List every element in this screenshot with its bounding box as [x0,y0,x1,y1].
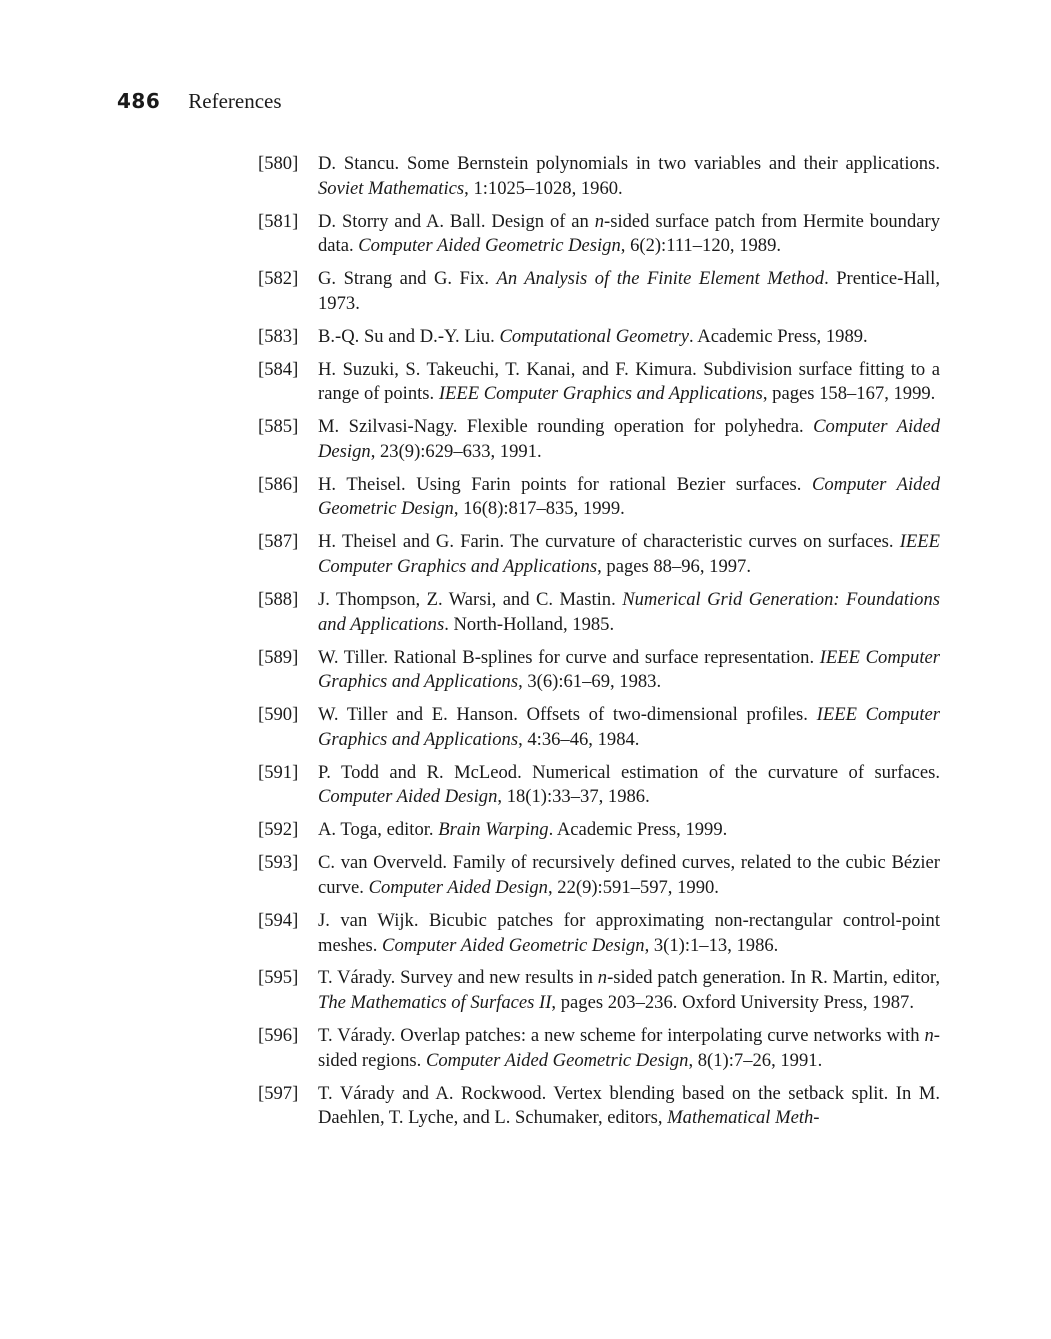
reference-italic-segment: Computer Aided Design [368,876,548,898]
reference-key: [595] [258,967,299,989]
reference-segment: J. van Wijk. Bicubic patches for approximating non-rectangular control-point meshes. [318,909,940,956]
reference-entry [258,358,940,407]
reference-text [318,152,940,201]
reference-entry [258,646,940,695]
reference-italic-segment: An Analysis of the Finite Element Method [496,268,825,290]
reference-text [318,415,940,464]
page-header [117,89,282,114]
reference-entry [258,210,940,259]
reference-segment: H. Theisel and G. Farin. The curvature of characteristic curves on surfaces. [318,531,900,553]
reference-italic-segment: Computer Aided Geometric Design [318,473,940,520]
reference-entry [258,818,940,843]
reference-segment: , 8(1):7–26, 1991. [688,1049,823,1071]
reference-key: [586] [258,473,299,495]
reference-italic-segment: Computer Aided Geometric Design [358,235,621,257]
reference-italic-segment: Computational Geometry [499,325,690,347]
reference-segment: T. Várady. Survey and new results in [318,967,598,989]
reference-text [318,210,940,259]
reference-segment: , 3(6):61–69, 1983. [518,671,662,693]
reference-segment: A. Toga, editor. [318,819,439,841]
reference-italic-segment: IEEE Computer Graphics and Applications [318,704,940,750]
reference-key: [589] [258,646,299,668]
reference-segment: , 1:1025–1028, 1960. [464,177,623,199]
reference-italic-segment: The Mathematics of Surfaces II [318,992,552,1014]
reference-key: [596] [258,1025,299,1047]
page-number: 486 [117,89,161,113]
reference-text [318,588,940,637]
reference-entry [258,909,940,958]
reference-entry [258,152,940,201]
reference-list [258,152,940,1139]
reference-segment: P. Todd and R. McLeod. Numerical estimation of the curvature of surfaces. [318,761,940,783]
reference-key: [591] [258,761,299,783]
reference-italic-segment: Computer Aided Geometric Design [425,1049,689,1071]
reference-italic-segment: Numerical Grid Generation: Foundations and Applications [318,589,941,635]
reference-segment: J. Thompson, Z. Warsi, and C. Mastin. [318,589,623,611]
reference-segment: , 3(1):1–13, 1986. [644,934,779,956]
reference-segment: W. Tiller and E. Hanson. Offsets of two-dimensional profiles. [318,704,817,726]
reference-entry [258,325,940,350]
reference-segment: , pages 88–96, 1997. [597,556,751,578]
reference-segment: , 18(1):33–37, 1986. [497,786,650,808]
reference-key: [587] [258,531,299,553]
reference-segment: , 23(9):629–633, 1991. [370,440,542,462]
reference-segment: H. Theisel. Using Farin points for rational Bezier surfaces. [318,473,812,495]
reference-entry [258,851,940,900]
reference-italic-segment: IEEE Computer Graphics and Applications [318,531,940,578]
reference-key: [583] [258,325,299,347]
reference-italic-segment: n [924,1025,934,1047]
reference-italic-segment: Mathematical Meth- [667,1107,820,1129]
reference-italic-segment: Brain Warping [438,819,549,841]
reference-text [318,530,940,579]
reference-text [318,703,940,752]
reference-text [318,966,940,1015]
reference-segment: D. Storry and A. Ball. Design of an [318,210,595,232]
reference-segment: , 4:36–46, 1984. [518,728,640,750]
reference-segment: -sided surface patch from Hermite boundary data. [318,210,940,257]
running-title: References [188,89,282,113]
reference-segment: . Academic Press, 1999. [548,819,728,841]
reference-italic-segment: IEEE Computer Graphics and Applications [438,383,763,405]
reference-entry [258,473,940,522]
reference-text [318,818,940,843]
reference-key: [590] [258,704,299,726]
reference-key: [593] [258,852,299,874]
reference-key: [584] [258,358,299,380]
reference-text [318,325,940,350]
reference-text [318,1082,940,1131]
reference-entry [258,1024,940,1073]
reference-entry [258,530,940,579]
reference-text [318,851,940,900]
reference-segment: M. Szilvasi-Nagy. Flexible rounding operation for polyhedra. [318,416,814,438]
reference-italic-segment: Computer Aided Geometric Design [382,934,645,956]
reference-segment: T. Várady. Overlap patches: a new scheme for interpolating curve networks with [318,1025,925,1047]
reference-segment: -sided patch generation. In R. Martin, editor, [607,967,940,989]
reference-entry [258,415,940,464]
reference-segment: C. van Overveld. Family of recursively defined curves, related to the cubic Bézier curve. [318,852,940,898]
reference-entry [258,267,940,316]
reference-segment: , 6(2):111–120, 1989. [620,235,782,257]
reference-text [318,267,940,316]
reference-segment: . Academic Press, 1989. [689,325,868,347]
reference-segment: B.-Q. Su and D.-Y. Liu. [318,325,500,347]
reference-segment: , 22(9):591–597, 1990. [547,876,719,898]
reference-segment: , pages 158–167, 1999. [762,383,936,405]
reference-italic-segment: Soviet Mathematics [318,177,465,199]
reference-entry [258,588,940,637]
reference-text [318,909,940,958]
reference-segment: -sided regions. [318,1025,940,1071]
reference-key: [585] [258,416,299,438]
reference-entry [258,966,940,1015]
reference-key: [594] [258,909,299,931]
reference-text [318,761,940,810]
reference-entry [258,761,940,810]
reference-italic-segment: IEEE Computer Graphics and Applications [318,646,940,693]
reference-text [318,1024,940,1073]
reference-key: [592] [258,819,299,841]
reference-text [318,473,940,522]
reference-entry [258,1082,940,1131]
reference-segment: T. Várady and A. Rockwood. Vertex blending based on the setback split. In M. Daehlen, T. Lyche, and L. Schumaker, editors, [318,1082,940,1129]
reference-segment: . North-Holland, 1985. [444,613,615,635]
reference-key: [582] [258,268,299,290]
reference-text [318,646,940,695]
reference-segment: H. Suzuki, S. Takeuchi, T. Kanai, and F. Kimura. Subdivision surface fitting to a range of points. [318,358,940,405]
reference-segment: D. Stancu. Some Bernstein polynomials in two variables and their applications. [318,153,940,174]
reference-italic-segment: n [597,967,608,989]
reference-italic-segment: n [594,210,605,232]
reference-key: [580] [258,153,299,174]
reference-segment: G. Strang and G. Fix. [318,268,497,290]
reference-entry [258,703,940,752]
reference-key: [588] [258,589,299,611]
reference-italic-segment: Computer Aided Design [318,786,498,808]
reference-italic-segment: Computer Aided Design [318,416,940,462]
reference-segment: , pages 203–236. Oxford University Press, 1987. [551,992,914,1014]
reference-segment: W. Tiller. Rational B-splines for curve and surface representation. [318,646,820,668]
reference-text [318,358,940,407]
reference-segment: . Prentice-Hall, 1973. [318,268,940,314]
reference-segment: , 16(8):817–835, 1999. [453,498,625,520]
reference-key: [581] [258,210,299,232]
reference-key: [597] [258,1082,299,1104]
